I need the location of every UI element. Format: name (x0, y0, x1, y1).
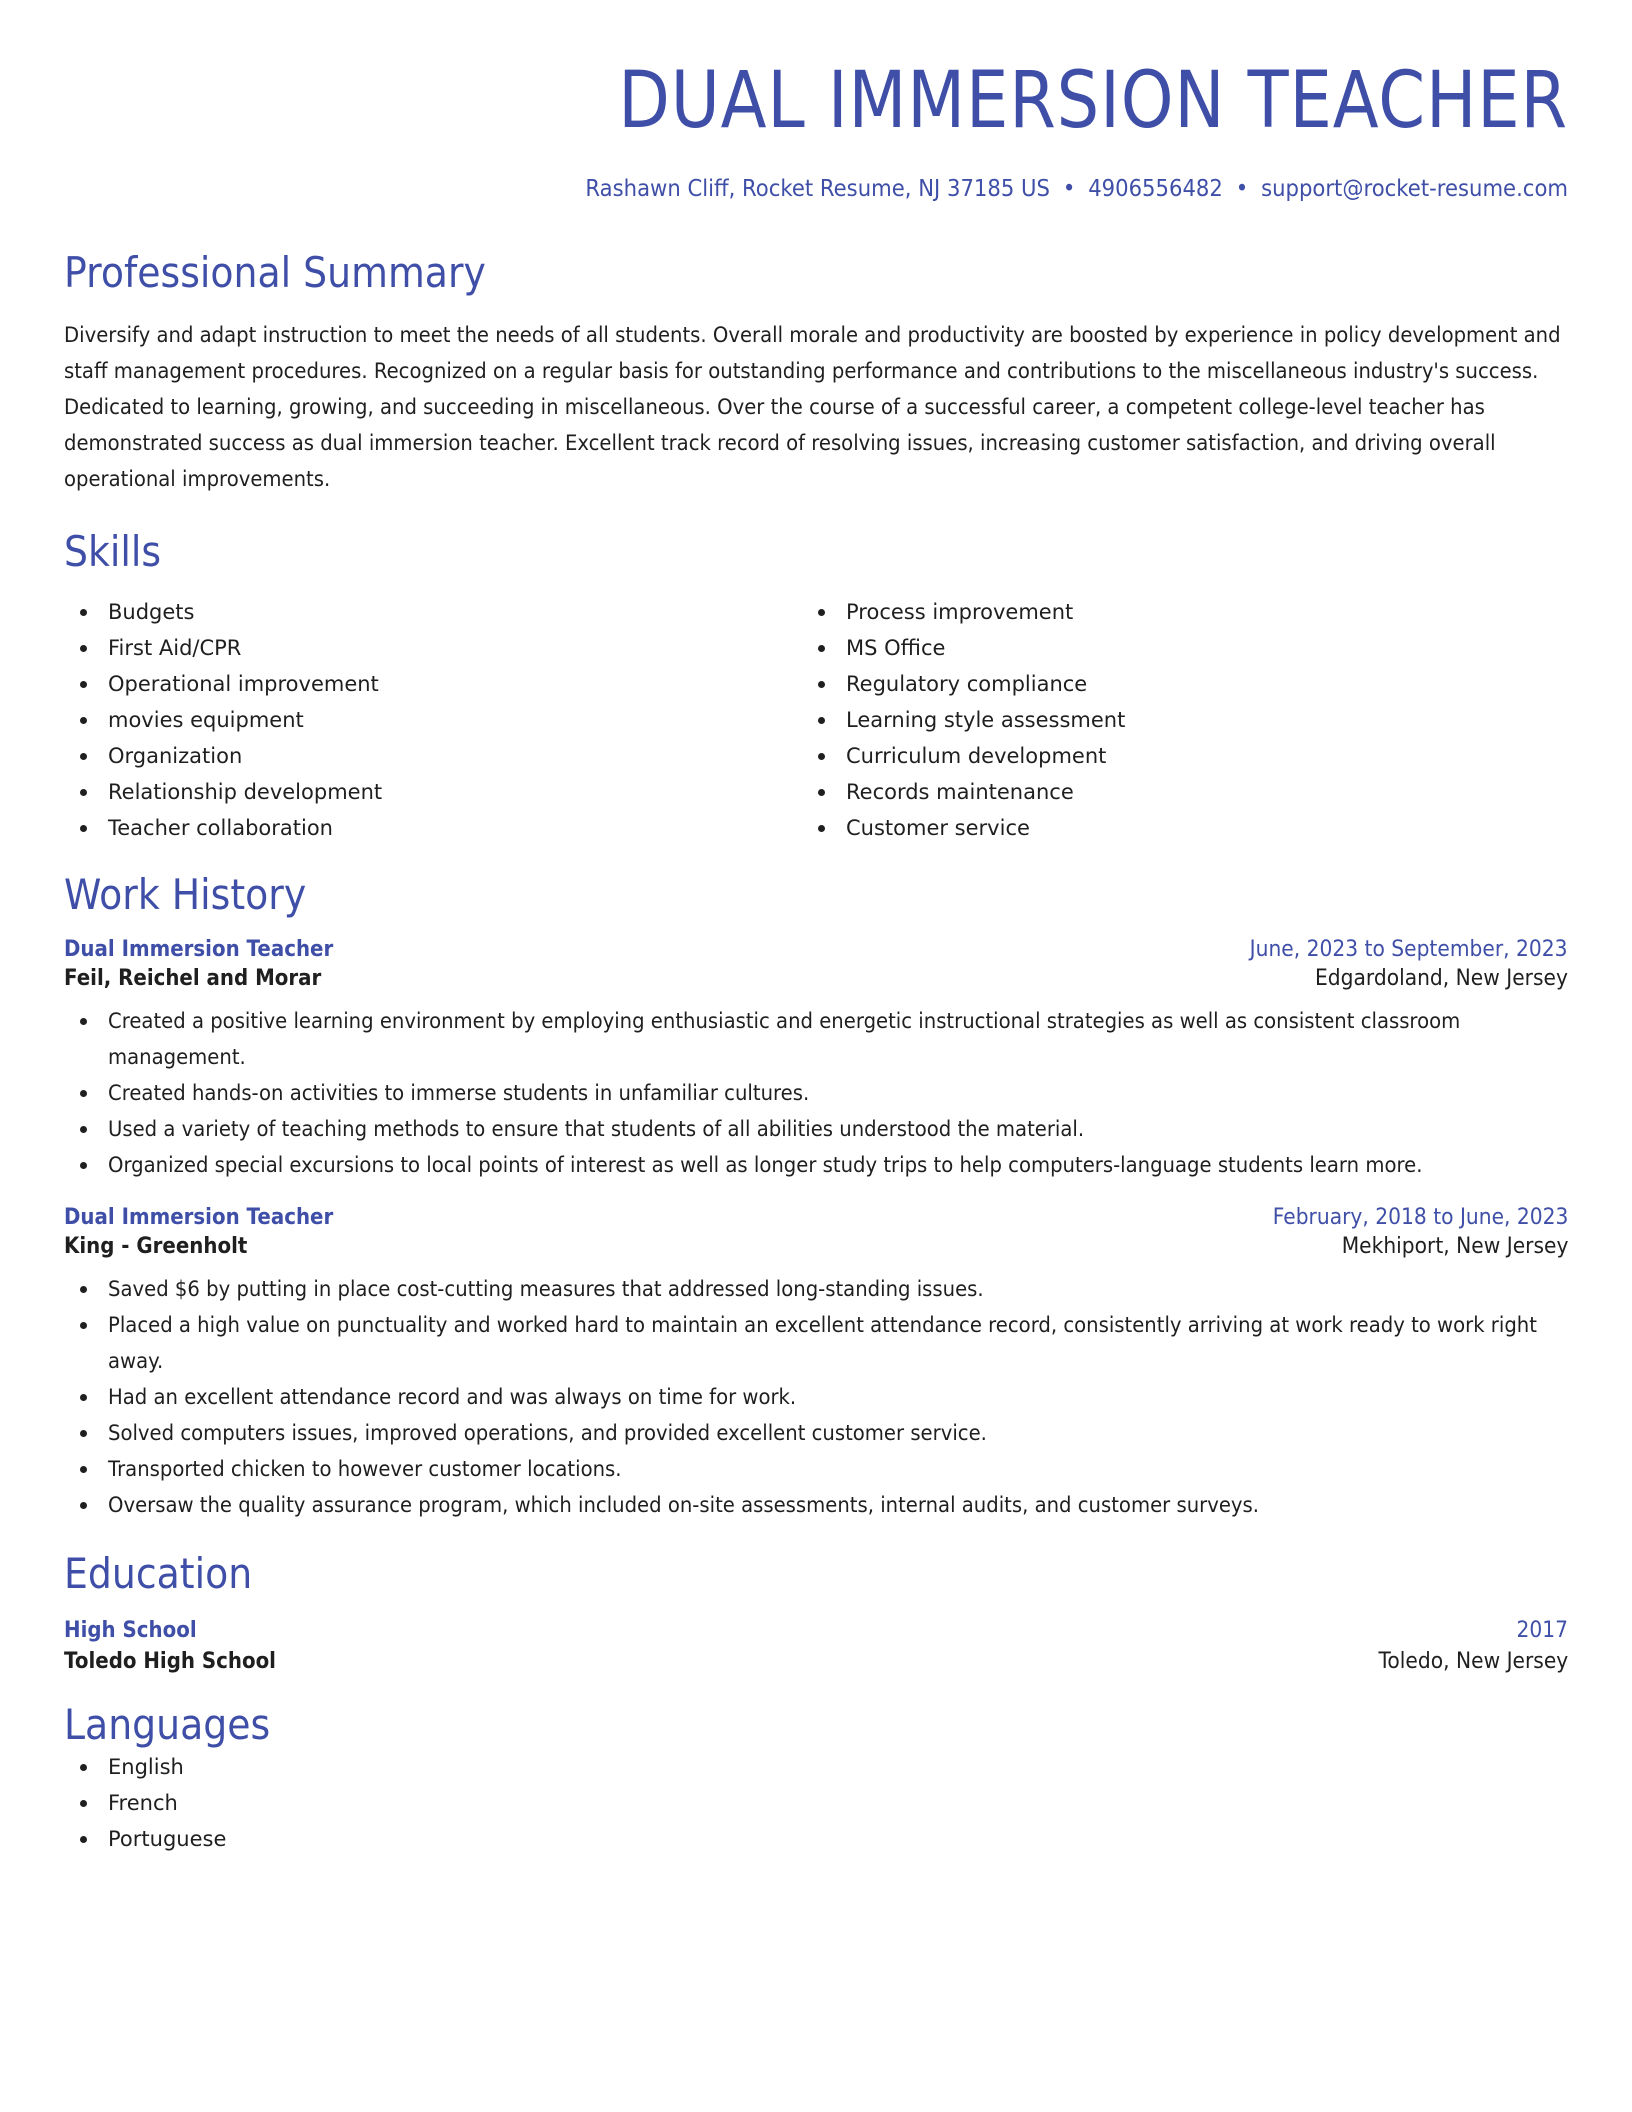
job-location: Edgardoland, New Jersey (1315, 966, 1568, 991)
section-title-languages: Languages (64, 1700, 271, 1749)
skill-item: Records maintenance (802, 774, 1540, 810)
education-degree: High School (64, 1618, 197, 1643)
languages-list (64, 1749, 1568, 1857)
job-entry (64, 937, 1568, 1183)
summary-text: Diversify and adapt instruction to meet the needs of all students. Overall morale and productivity are boosted by experience in policy development and staff management procedures. Recognized on a regular basis for outstanding performance and contributions to the miscellaneous industry's success. Dedicated to learning, growing, and succeeding in miscellaneous. Over the course of a successful career, a competent college-level teacher has demonstrated success as dual immersion teacher. Excellent track record of resolving issues, increasing customer satisfaction, and driving overall operational improvements. (64, 323, 1561, 491)
skills-list-left (64, 594, 802, 846)
job-bullet (64, 1451, 1568, 1487)
contact-phone: 4906556482 (1088, 176, 1223, 202)
job-bullet-text: Placed a high value on punctuality and worked hard to maintain an excellent attendance record, consistently arriving at work ready to work right away. (108, 1313, 1537, 1373)
education-year: 2017 (1516, 1618, 1568, 1643)
skill-item: Organization (64, 738, 802, 774)
skill-item: Process improvement (802, 594, 1540, 630)
job-bullet (64, 1379, 1568, 1415)
contact-line (184, 176, 1568, 202)
job-company: King - Greenholt (64, 1234, 248, 1259)
job-bullet-text: Oversaw the quality assurance program, which included on-site assessments, internal audits, and customer surveys. (108, 1493, 1259, 1517)
skill-item: Learning style assessment (802, 702, 1540, 738)
job-role: Dual Immersion Teacher (64, 937, 334, 962)
skills-list-right (802, 594, 1540, 846)
job-bullet (64, 1487, 1568, 1523)
job-bullet-text: Had an excellent attendance record and was always on time for work. (108, 1385, 797, 1409)
job-location: Mekhiport, New Jersey (1341, 1234, 1568, 1259)
job-bullet-text: Organized special excursions to local points of interest as well as longer study trips to help computers-language students learn more. (108, 1153, 1423, 1177)
job-bullet-text: Created a positive learning environment by employing enthusiastic and energetic instructional strategies as well as consistent classroom management. (108, 1009, 1461, 1069)
language-item: English (64, 1749, 1568, 1785)
skill-item: Regulatory compliance (802, 666, 1540, 702)
contact-address: Rashawn Cliff, Rocket Resume, NJ 37185 US (585, 176, 1050, 202)
job-bullets (64, 1003, 1568, 1183)
job-bullet (64, 1111, 1568, 1147)
skill-item: MS Office (802, 630, 1540, 666)
job-bullet-text: Created hands-on activities to immerse students in unfamiliar cultures. (108, 1081, 810, 1105)
job-bullet-text: Used a variety of teaching methods to ensure that students of all abilities understood the material. (108, 1117, 1085, 1141)
job-dates: February, 2018 to June, 2023 (1272, 1205, 1568, 1230)
job-bullet (64, 1003, 1568, 1075)
section-title-summary: Professional Summary (64, 248, 486, 297)
contact-email: support@rocket-resume.com (1261, 176, 1568, 202)
job-dates: June, 2023 to September, 2023 (1250, 937, 1568, 962)
section-title-skills: Skills (64, 527, 162, 576)
education-entry (64, 1618, 1568, 1674)
skill-item: Relationship development (64, 774, 802, 810)
skills-columns (64, 594, 1568, 846)
contact-separator: • (1235, 176, 1249, 202)
skill-item: Operational improvement (64, 666, 802, 702)
job-bullet (64, 1075, 1568, 1111)
language-item: Portuguese (64, 1821, 1568, 1857)
job-bullet-text: Transported chicken to however customer locations. (108, 1457, 622, 1481)
job-bullet (64, 1415, 1568, 1451)
skill-item: Customer service (802, 810, 1540, 846)
job-bullets (64, 1271, 1568, 1523)
resume-title: DUAL IMMERSION TEACHER (618, 56, 1568, 146)
language-item: French (64, 1785, 1568, 1821)
job-company: Feil, Reichel and Morar (64, 966, 322, 991)
job-bullet (64, 1147, 1568, 1183)
job-entry (64, 1205, 1568, 1523)
skill-item: Budgets (64, 594, 802, 630)
section-title-work-history: Work History (64, 870, 307, 919)
education-school: Toledo High School (64, 1649, 276, 1674)
contact-separator: • (1062, 176, 1076, 202)
job-bullet-text: Saved $6 by putting in place cost-cutting measures that addressed long-standing issues. (108, 1277, 984, 1301)
job-bullet-text: Solved computers issues, improved operations, and provided excellent customer service. (108, 1421, 987, 1445)
skill-item: Teacher collaboration (64, 810, 802, 846)
job-bullet (64, 1271, 1568, 1307)
job-role: Dual Immersion Teacher (64, 1205, 334, 1230)
section-title-education: Education (64, 1549, 253, 1598)
education-location: Toledo, New Jersey (1378, 1649, 1568, 1674)
job-bullet (64, 1307, 1568, 1379)
skill-item: Curriculum development (802, 738, 1540, 774)
skill-item: First Aid/CPR (64, 630, 802, 666)
skill-item: movies equipment (64, 702, 802, 738)
